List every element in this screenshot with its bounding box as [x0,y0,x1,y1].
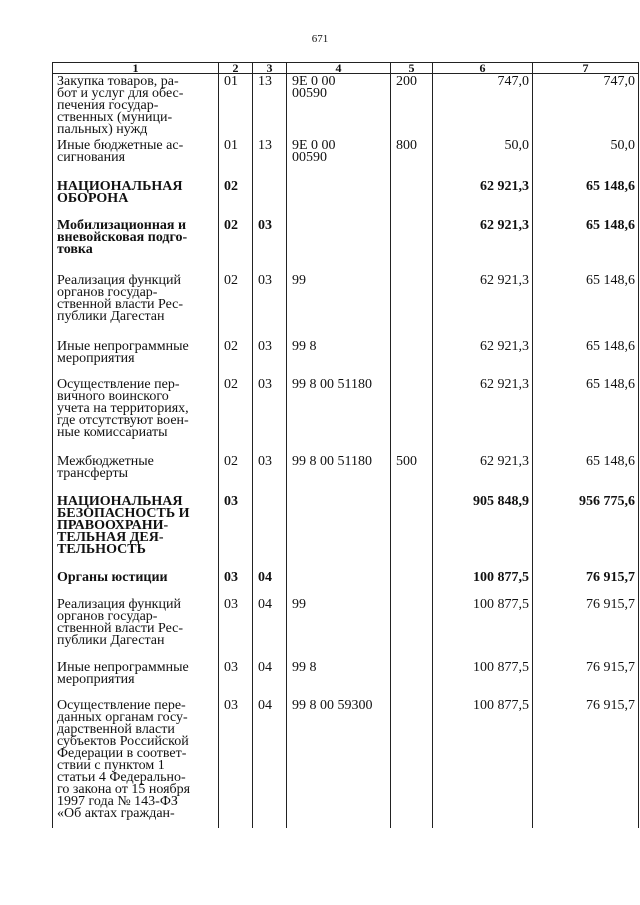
amount-col-6: 62 921,3 [433,454,533,494]
expense-type-code: 200 [391,74,433,138]
subsection-code: 13 [253,74,287,138]
table-row [53,218,639,273]
table-row [53,179,639,218]
table-row [53,698,639,828]
target-article-code [287,218,391,273]
subsection-code: 13 [253,138,287,179]
expense-type-code [391,660,433,698]
amount-col-7: 65 148,6 [533,339,639,377]
section-code: 02 [219,273,253,339]
header-row [53,63,639,74]
expense-type-code [391,179,433,218]
amount-col-7: 76 915,7 [533,597,639,660]
expense-type-code [391,698,433,828]
expense-type-code: 500 [391,454,433,494]
target-article-code: 99 8 00 51180 [287,454,391,494]
row-name: Реализация функций органов государ- ственной власти Рес- публики Дагестан [53,597,219,660]
target-article-code [287,570,391,597]
row-name: Осуществление пере- данных органам госу- дарственной власти субъектов Российской Федерации в соответ- ствии с пунктом 1 статьи 4 Федерально- го закона от 15 ноября 1997 года № 143-ФЗ «Об актах граждан- [53,698,219,828]
table-row [53,494,639,570]
amount-col-6: 747,0 [433,74,533,138]
expense-type-code [391,597,433,660]
amount-col-7: 65 148,6 [533,273,639,339]
amount-col-6: 100 877,5 [433,698,533,828]
amount-col-7: 76 915,7 [533,698,639,828]
amount-col-7: 65 148,6 [533,377,639,454]
target-article-code: 99 [287,597,391,660]
expense-type-code [391,494,433,570]
amount-col-7: 76 915,7 [533,570,639,597]
amount-col-6: 62 921,3 [433,273,533,339]
target-article-code: 99 8 [287,339,391,377]
expense-type-code [391,377,433,454]
header-cell-4: 4 [287,63,391,74]
budget-table [52,62,639,828]
amount-col-7: 956 775,6 [533,494,639,570]
amount-col-6: 62 921,3 [433,218,533,273]
header-cell-6: 6 [433,63,533,74]
row-name: Закупка товаров, ра- бот и услуг для обес- печения государ- ственных (муници- пальных) нужд [53,74,219,138]
subsection-code [253,494,287,570]
table-row [53,570,639,597]
header-cell-3: 3 [253,63,287,74]
subsection-code: 03 [253,377,287,454]
header-cell-7: 7 [533,63,639,74]
section-code: 03 [219,597,253,660]
section-code: 03 [219,494,253,570]
table-row [53,454,639,494]
section-code: 03 [219,698,253,828]
amount-col-7: 76 915,7 [533,660,639,698]
expense-type-code [391,570,433,597]
target-article-code [287,179,391,218]
row-name: Реализация функций органов государ- ственной власти Рес- публики Дагестан [53,273,219,339]
amount-col-7: 65 148,6 [533,218,639,273]
section-code: 02 [219,179,253,218]
target-article-code: 9Е 0 00 00590 [287,138,391,179]
target-article-code [287,494,391,570]
section-code: 02 [219,377,253,454]
section-code: 03 [219,660,253,698]
table-row [53,273,639,339]
expense-type-code: 800 [391,138,433,179]
amount-col-6: 50,0 [433,138,533,179]
header-cell-5: 5 [391,63,433,74]
row-name: Осуществление пер- вичного воинского учета на территориях, где отсутствуют воен- ные комиссариаты [53,377,219,454]
subsection-code: 03 [253,273,287,339]
section-code: 01 [219,74,253,138]
subsection-code: 04 [253,660,287,698]
amount-col-7: 65 148,6 [533,179,639,218]
row-name: Иные непрограммные мероприятия [53,660,219,698]
table-row [53,74,639,138]
amount-col-7: 50,0 [533,138,639,179]
row-name: Органы юстиции [53,570,219,597]
target-article-code: 99 8 00 51180 [287,377,391,454]
subsection-code: 03 [253,454,287,494]
section-code: 01 [219,138,253,179]
expense-type-code [391,273,433,339]
target-article-code: 99 8 00 59300 [287,698,391,828]
amount-col-6: 62 921,3 [433,377,533,454]
amount-col-6: 100 877,5 [433,660,533,698]
target-article-code: 99 8 [287,660,391,698]
page-number: 671 [311,33,329,45]
target-article-code: 99 [287,273,391,339]
row-name: НАЦИОНАЛЬНАЯ БЕЗОПАСНОСТЬ И ПРАВООХРАНИ- ТЕЛЬНАЯ ДЕЯ- ТЕЛЬНОСТЬ [53,494,219,570]
row-name: НАЦИОНАЛЬНАЯ ОБОРОНА [53,179,219,218]
row-name: Иные бюджетные ас- сигнования [53,138,219,179]
subsection-code: 04 [253,570,287,597]
subsection-code: 03 [253,339,287,377]
section-code: 02 [219,454,253,494]
amount-col-6: 62 921,3 [433,179,533,218]
amount-col-6: 100 877,5 [433,597,533,660]
section-code: 03 [219,570,253,597]
amount-col-7: 747,0 [533,74,639,138]
table-row [53,339,639,377]
amount-col-7: 65 148,6 [533,454,639,494]
subsection-code: 03 [253,218,287,273]
row-name: Мобилизационная и вневойсковая подго- товка [53,218,219,273]
header-cell-1: 1 [53,63,219,74]
amount-col-6: 905 848,9 [433,494,533,570]
expense-type-code [391,339,433,377]
row-name: Иные непрограммные мероприятия [53,339,219,377]
section-code: 02 [219,218,253,273]
table-row [53,660,639,698]
table-row [53,138,639,179]
section-code: 02 [219,339,253,377]
header-cell-2: 2 [219,63,253,74]
subsection-code: 04 [253,597,287,660]
target-article-code: 9Е 0 00 00590 [287,74,391,138]
row-name: Межбюджетные трансферты [53,454,219,494]
subsection-code: 04 [253,698,287,828]
table-row [53,377,639,454]
amount-col-6: 62 921,3 [433,339,533,377]
expense-type-code [391,218,433,273]
table-row [53,597,639,660]
subsection-code [253,179,287,218]
amount-col-6: 100 877,5 [433,570,533,597]
